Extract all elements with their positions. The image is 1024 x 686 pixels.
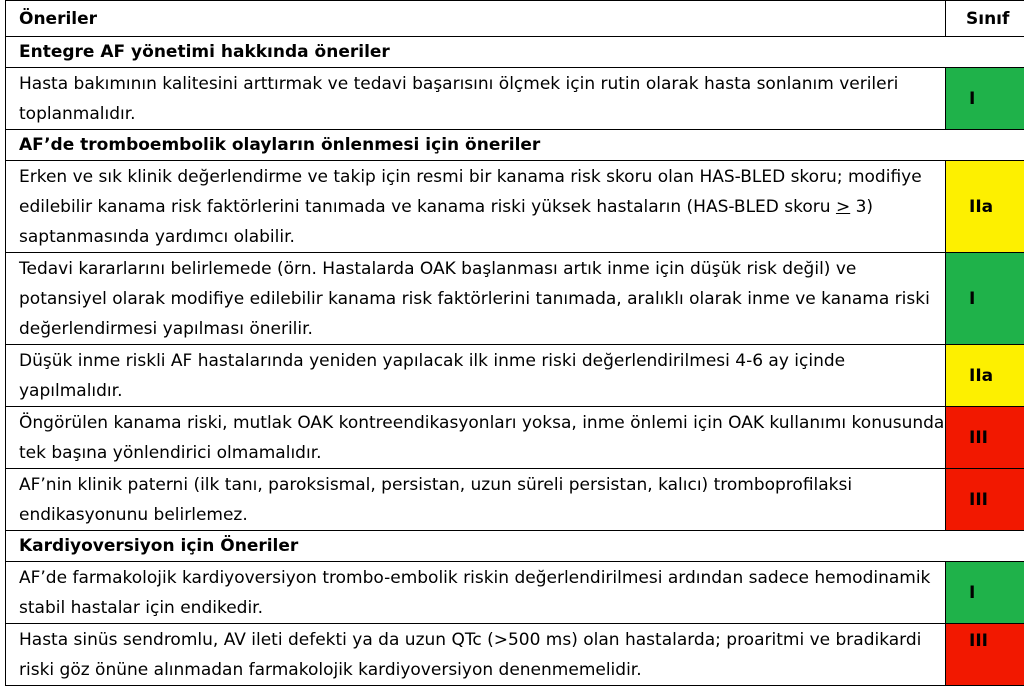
section-header bbox=[6, 37, 1024, 68]
section-title: Entegre AF yönetimi hakkında öneriler bbox=[6, 37, 1024, 68]
class-badge: IIa bbox=[946, 345, 1024, 407]
class-badge: I bbox=[946, 253, 1024, 345]
recommendation-text: Öngörülen kanama riski, mutlak OAK kontreendikasyonları yoksa, inme önlemi için OAK kullanımı konusunda tek başına yönlendirici olmamalıdır. bbox=[6, 407, 946, 469]
class-badge: IIa bbox=[946, 161, 1024, 253]
text-part: Erken ve sık klinik değerlendirme ve takip için resmi bir kanama risk skoru olan HAS-BLED skoru; modifiye edilebilir kanama risk faktörlerini tanımada ve kanama riski yüksek hastaların (HAS-BLED skoru bbox=[19, 167, 922, 217]
recommendation-text: Tedavi kararlarını belirlemede (örn. Hastalarda OAK başlanması artık inme için düşük risk değil) ve potansiyel olarak modifiye edilebilir kanama risk faktörlerini tanımada, aralıklı olarak inme ve kanama riski değerlendirmesi yapılması önerilir. bbox=[6, 253, 946, 345]
table-row bbox=[6, 253, 1024, 345]
table-row bbox=[6, 68, 1024, 130]
table-row bbox=[6, 161, 1024, 253]
section-title: Kardiyoversiyon için Öneriler bbox=[6, 531, 1024, 562]
text-part: 3) saptanmasında yardımcı olabilir. bbox=[19, 197, 873, 247]
table-row bbox=[6, 345, 1024, 407]
class-badge: I bbox=[946, 562, 1024, 624]
recommendation-text bbox=[6, 161, 946, 253]
recommendation-text: Düşük inme riskli AF hastalarında yeniden yapılacak ilk inme riski değerlendirilmesi 4-6 ay içinde yapılmalıdır. bbox=[6, 345, 946, 407]
greater-equal-symbol: > bbox=[836, 197, 850, 217]
recommendations-table bbox=[5, 0, 1024, 686]
table-header bbox=[6, 1, 1024, 37]
table-row bbox=[6, 624, 1024, 686]
header-recommendations: Öneriler bbox=[6, 1, 946, 37]
recommendation-text: Hasta sinüs sendromlu, AV ileti defekti ya da uzun QTc (>500 ms) olan hastalarda; proaritmi ve bradikardi riski göz önüne alınmadan farmakolojik kardiyoversiyon denenmemelidir. bbox=[6, 624, 946, 686]
class-badge: III bbox=[946, 624, 1024, 686]
recommendation-text: AF’nin klinik paterni (ilk tanı, paroksismal, persistan, uzun süreli persistan, kalıcı) tromboprofilaksi endikasyonunu belirlemez. bbox=[6, 469, 946, 531]
table-row bbox=[6, 562, 1024, 624]
table-row bbox=[6, 469, 1024, 531]
recommendation-text: Hasta bakımının kalitesini arttırmak ve tedavi başarısını ölçmek için rutin olarak hasta sonlanım verileri toplanmalıdır. bbox=[6, 68, 946, 130]
class-badge: III bbox=[946, 407, 1024, 469]
recommendation-text: AF’de farmakolojik kardiyoversiyon trombo-embolik riskin değerlendirilmesi ardından sadece hemodinamik stabil hastalar için endikedir. bbox=[6, 562, 946, 624]
section-header bbox=[6, 531, 1024, 562]
header-class: Sınıf bbox=[946, 1, 1024, 37]
class-badge: III bbox=[946, 469, 1024, 531]
section-title: AF’de tromboembolik olayların önlenmesi için öneriler bbox=[6, 130, 1024, 161]
table-row bbox=[6, 407, 1024, 469]
section-header bbox=[6, 130, 1024, 161]
class-badge: I bbox=[946, 68, 1024, 130]
